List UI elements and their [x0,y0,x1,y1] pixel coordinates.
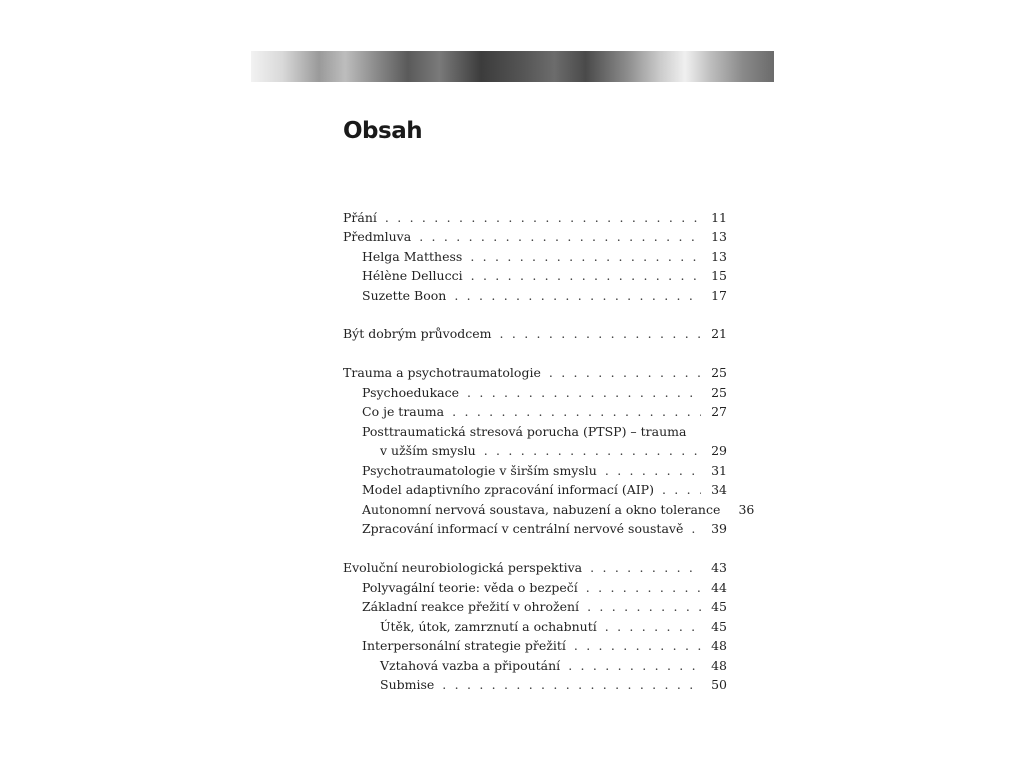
toc-page-number: 13 [711,249,727,264]
toc-leader-dots [419,227,701,247]
toc-entry-psychoedukace[interactable] [362,383,727,403]
toc-entry-zpracovani-informaci-cns[interactable] [362,519,727,539]
toc-page-number: 48 [711,658,727,673]
toc-entry-submise[interactable] [380,675,727,695]
toc-page-number: 45 [711,599,727,614]
toc-entry-model-aip[interactable] [362,480,727,500]
toc-entry-label: Model adaptivního zpracování informací (AIP) [362,482,654,497]
toc-page-number: 36 [738,502,755,517]
toc-entry-helene-dellucci[interactable] [362,266,727,286]
toc-page-number: 31 [711,463,727,478]
toc-page-number: 15 [711,268,727,283]
toc-leader-dots [586,578,701,598]
toc-page-number: 39 [711,521,727,536]
toc-entry-vztahova-vazba[interactable] [380,656,727,676]
toc-leader-dots [691,519,701,539]
toc-entry-label: Zpracování informací v centrální nervové soustavě [362,521,684,536]
toc-entry-co-je-trauma[interactable] [362,402,727,422]
toc-leader-dots [662,480,701,500]
toc-page-number: 29 [711,443,727,458]
toc-entry-psychotraumatologie-sirsi[interactable] [362,461,727,481]
toc-entry-label: Útěk, útok, zamrznutí a ochabnutí [380,619,597,634]
toc-page-number: 25 [711,365,727,380]
toc-entry-label: Psychoedukace [362,385,460,400]
toc-entry-ptsp-line1[interactable]: Posttraumatická stresová porucha (PTSP) – trauma [362,424,687,439]
toc-entry-label: Předmluva [343,229,412,244]
toc-leader-dots [467,383,701,403]
toc-entry-label: Suzette Boon [362,288,447,303]
toc-entry-label: Trauma a psychotraumatologie [343,365,541,380]
toc-page-number: 45 [711,619,727,634]
toc-leader-dots [587,597,701,617]
toc-leader-dots [605,617,701,637]
toc-leader-dots [605,461,701,481]
toc-entry-prani[interactable] [343,208,727,228]
toc-entry-utek-utok[interactable] [380,617,727,637]
toc-entry-label: Polyvagální teorie: věda o bezpečí [362,580,578,595]
toc-page-number: 48 [711,638,727,653]
toc-entry-label: Submise [380,677,435,692]
toc-page-number: 44 [711,580,727,595]
toc-leader-dots [568,656,701,676]
toc-page-number: 34 [711,482,727,497]
toc-entry-suzette-boon[interactable] [362,286,727,306]
toc-leader-dots [471,266,701,286]
toc-page-number: 21 [711,326,727,341]
toc-entry-label: Základní reakce přežití v ohrožení [362,599,580,614]
toc-leader-dots [385,208,701,228]
toc-entry-label: Autonomní nervová soustava, nabuzení a okno tolerance [362,502,721,517]
toc-leader-dots [442,675,701,695]
toc-leader-dots [549,363,701,383]
toc-page-number: 50 [711,677,727,692]
page-title: Obsah [343,118,423,144]
toc-entry-autonomni-nervova-soustava[interactable] [362,500,755,520]
toc-leader-dots [452,402,701,422]
toc-entry-helga-matthess[interactable] [362,247,727,267]
toc-page-number: 27 [711,404,727,419]
toc-leader-dots [470,247,701,267]
toc-leader-dots [574,636,701,656]
toc-leader-dots [454,286,701,306]
toc-leader-dots [500,324,701,344]
toc-leader-dots [590,558,701,578]
toc-entry-trauma-a-psychotraumatologie[interactable] [343,363,727,383]
toc-entry-interpersonalni-strategie[interactable] [362,636,727,656]
toc-entry-byt-dobrym-pruvodcem[interactable] [343,324,727,344]
toc-leader-dots [484,441,701,461]
toc-page-number: 43 [711,560,727,575]
toc-page-number: 11 [711,210,727,225]
toc-entry-label: Vztahová vazba a připoutání [380,658,561,673]
toc-entry-ptsp-line2[interactable] [380,441,727,461]
toc-entry-evolucni-perspektiva[interactable] [343,558,727,578]
toc-entry-polyvagalni-teorie[interactable] [362,578,727,598]
toc-page-number: 25 [711,385,727,400]
toc-entry-zakladni-reakce-preziti[interactable] [362,597,727,617]
toc-entry-label: Co je trauma [362,404,445,419]
toc-entry-label: Evoluční neurobiologická perspektiva [343,560,583,575]
table-of-contents [343,0,755,768]
toc-entry-label: Interpersonální strategie přežití [362,638,566,653]
toc-entry-predmluva[interactable] [343,227,727,247]
toc-entry-label: v užším smyslu [380,443,476,458]
toc-entry-label: Hélène Dellucci [362,268,463,283]
toc-page-number: 13 [711,229,727,244]
toc-page-number: 17 [711,288,727,303]
toc-entry-label: Být dobrým průvodcem [343,326,492,341]
toc-entry-label: Přání [343,210,377,225]
toc-entry-label: Psychotraumatologie v širším smyslu [362,463,597,478]
toc-entry-label: Helga Matthess [362,249,463,264]
